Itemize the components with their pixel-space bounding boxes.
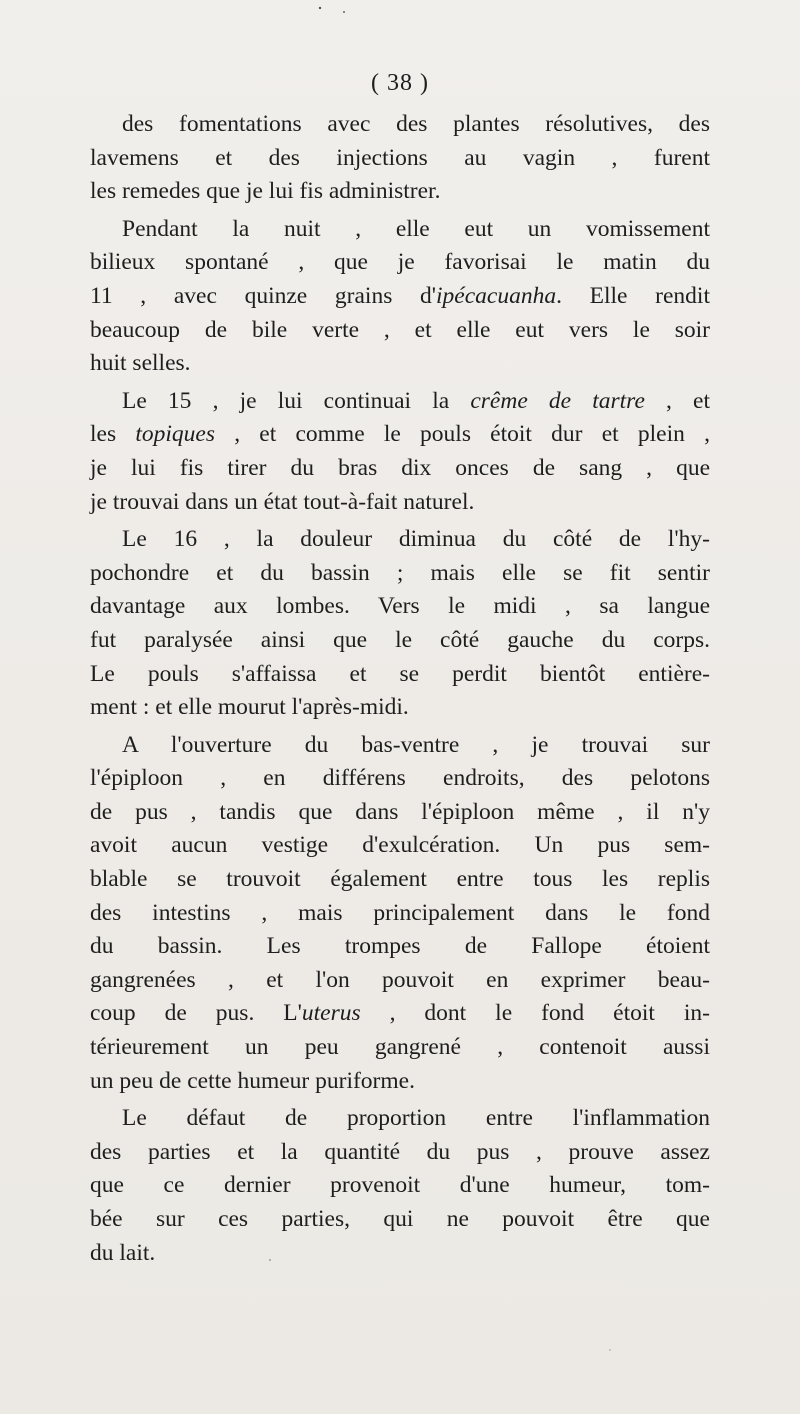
page-number: ( 38 ) — [371, 70, 429, 96]
text-line: que ce dernier provenoit d'une humeur, tom- — [90, 1172, 710, 1199]
text-line: je trouvai dans un état tout-à-fait naturel. — [90, 488, 475, 515]
text-line: beaucoup de bile verte , et elle eut vers le soir — [90, 316, 710, 343]
text-line: Pendant la nuit , elle eut un vomissement — [122, 215, 710, 242]
page-body-text — [90, 108, 710, 1270]
text-line: huit selles. — [90, 350, 191, 377]
text-line: les topiques , et comme le pouls étoit dur et plein , — [90, 421, 710, 448]
text-line: Le pouls s'affaissa et se perdit bientôt entière- — [90, 660, 710, 687]
text-line: blable se trouvoit également entre tous les replis — [90, 866, 710, 893]
text-line: Le 16 , la douleur diminua du côté de l'hy- — [122, 526, 710, 553]
text-line: A l'ouverture du bas-ventre , je trouvai sur — [122, 731, 710, 758]
text-line: les remedes que je lui fis administrer. — [90, 178, 441, 205]
text-line: de pus , tandis que dans l'épiploon même , il n'y — [90, 798, 710, 825]
text-line: Le défaut de proportion entre l'inflammation — [122, 1105, 710, 1132]
text-line: avoit aucun vestige d'exulcération. Un pus sem- — [90, 832, 710, 859]
text-line: du bassin. Les trompes de Fallope étoient — [90, 933, 710, 960]
text-line: ment : et elle mourut l'après-midi. — [90, 694, 409, 721]
text-line: un peu de cette humeur puriforme. — [90, 1067, 415, 1094]
text-line: je lui fis tirer du bras dix onces de sang , que — [90, 454, 710, 481]
text-line: Le 15 , je lui continuai la crême de tartre , et — [122, 387, 710, 414]
text-line: 11 , avec quinze grains d'ipécacuanha. Elle rendit — [90, 282, 710, 309]
text-line: des fomentations avec des plantes résolutives, des — [122, 111, 710, 137]
italic-term: topiques — [135, 421, 215, 448]
text-line: du lait. — [90, 1239, 156, 1266]
text-line: des parties et la quantité du pus , prouve assez — [90, 1138, 710, 1165]
text-line: des intestins , mais principalement dans le fond — [90, 899, 710, 926]
text-line: davantage aux lombes. Vers le midi , sa langue — [90, 593, 710, 620]
text-line: lavemens et des injections au vagin , furent — [90, 144, 710, 171]
text-line: gangrenées , et l'on pouvoit en exprimer beau- — [90, 966, 710, 993]
text-line: bilieux spontané , que je favorisai le matin du — [90, 249, 710, 276]
text-line: bée sur ces parties, qui ne pouvoit être que — [90, 1206, 710, 1232]
text-line: pochondre et du bassin ; mais elle se fit sentir — [90, 559, 710, 586]
italic-term: ipécacuanha — [436, 282, 557, 309]
text-line: l'épiploon , en différens endroits, des pelotons — [90, 765, 710, 792]
text-line: fut paralysée ainsi que le côté gauche du corps. — [90, 626, 710, 653]
text-line: térieurement un peu gangrené , contenoit aussi — [90, 1034, 710, 1061]
text-line: coup de pus. L'uterus , dont le fond étoit in- — [90, 1000, 710, 1027]
italic-term: crême de tartre — [470, 387, 645, 414]
italic-term: uterus — [301, 1000, 361, 1027]
